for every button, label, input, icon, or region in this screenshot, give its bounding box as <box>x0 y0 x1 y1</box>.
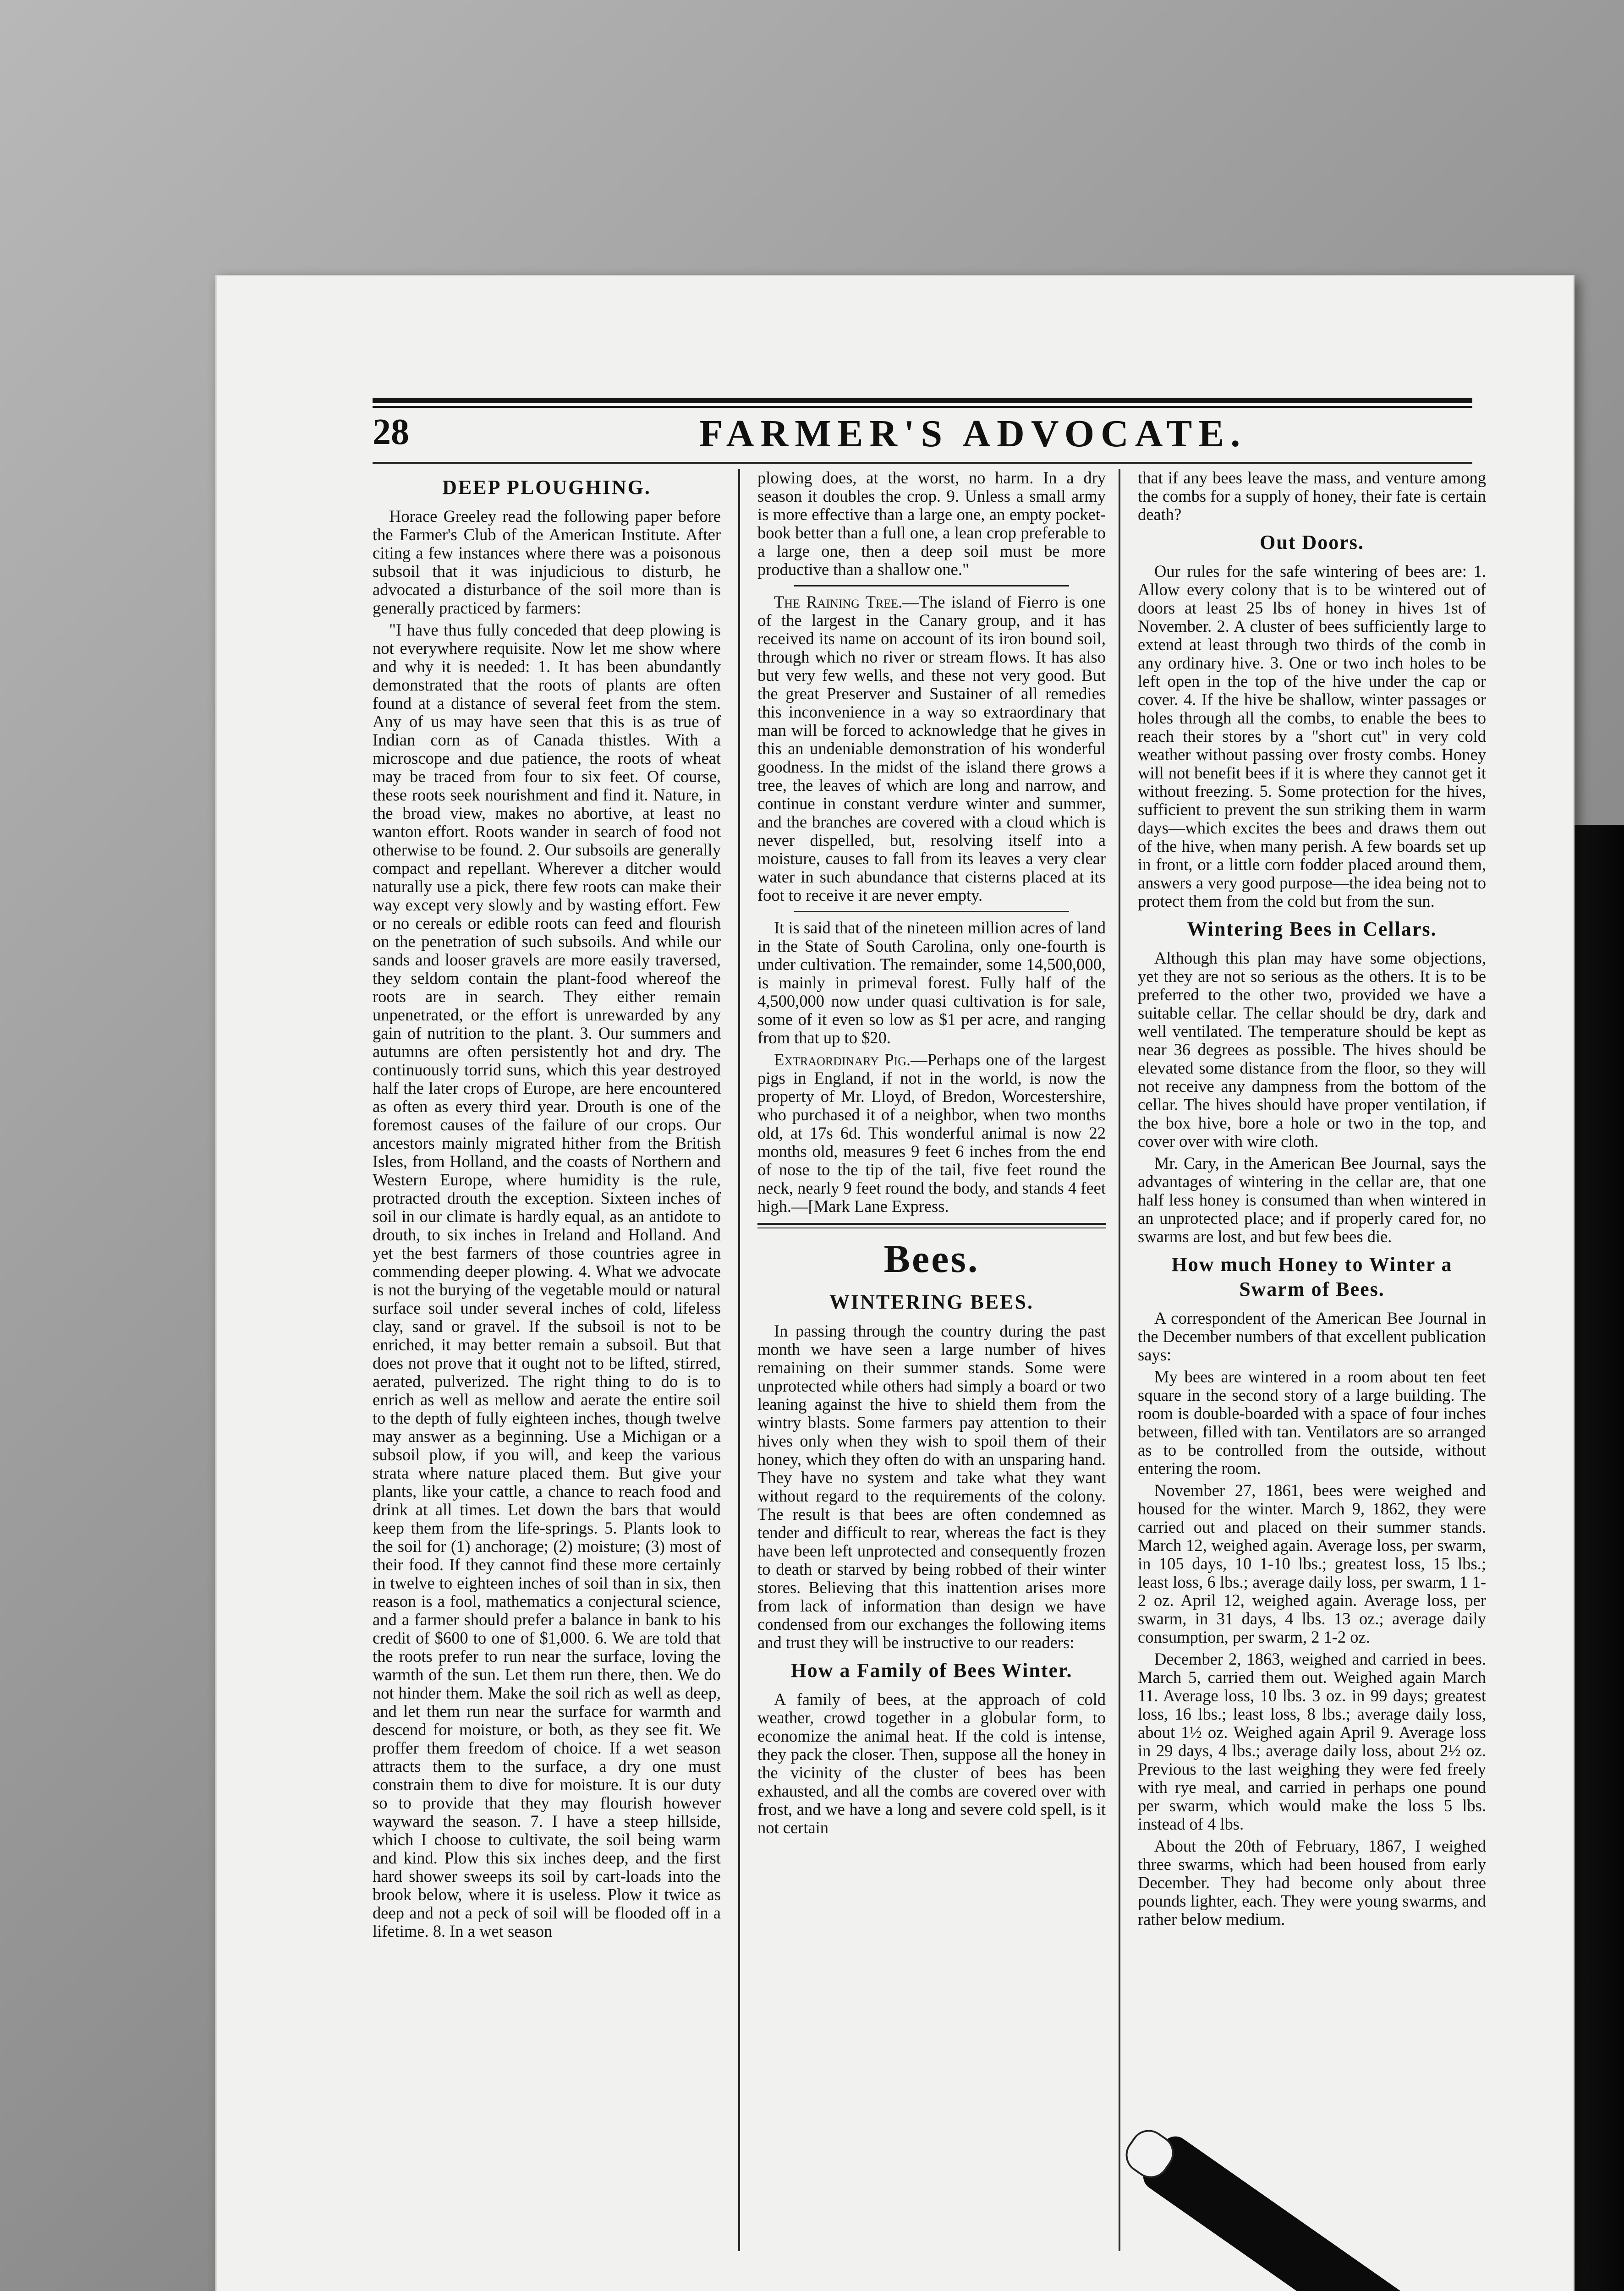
masthead-rule <box>373 398 1472 403</box>
page-number: 28 <box>373 412 409 452</box>
article-column-3 <box>1138 469 1486 2251</box>
article-text: —Perhaps one of the largest pigs in England, if not in the world, is now the property of Mr. Lloyd, of Bredon, Worcestershire, who purchased it of a neighbor, when two months old, at 17s 6d. This wonderful animal is now 22 months old, measures 9 feet 6 inches from the end of nose to the tip of the tail, five feet round the neck, nearly 9 feet round the body, and stands 4 feet high.—[Mark Lane Express. <box>757 1050 1106 1216</box>
article-column-2 <box>757 469 1106 2251</box>
article-paragraph: A correspondent of the American Bee Journal in the December numbers of that excellent publication says: <box>1138 1309 1486 1364</box>
column-rule <box>738 469 740 2251</box>
article-paragraph: It is said that of the nineteen million acres of land in the State of South Carolina, only one-fourth is under cultivation. The remainder, some 14,500,000, is mainly in primeval forest. Fully half of the 4,500,000 now under quasi cultivation is for sale, some of it even so low as $1 per acre, and ranging from that up to $20. <box>757 918 1106 1047</box>
column-rule <box>1119 469 1120 2251</box>
article-paragraph: Although this plan may have some objections, yet they are not so serious as the others. It is to be preferred to the other two, provided we have a suitable cellar. The cellar should be dry, dark and well ventilated. The temperature should be kept as near 36 degrees as possible. The hives should be elevated some distance from the floor, so they will not receive any dampness from the bottom of the cellar. The hives should have proper ventilation, if the box hive, bore a hole or two in the top, and cover over with wire cloth. <box>1138 948 1486 1151</box>
article-heading-out-doors: Out Doors. <box>1260 531 1364 554</box>
article-paragraph: Horace Greeley read the following paper before the Farmer's Club of the American Institute. After citing a few instances where there was a poisonous subsoil that it was injudicious to disturb, he advocated a disturbance of the soil more than is generally practiced by farmers: <box>373 507 721 617</box>
article-paragraph: In passing through the country during the past month we have seen a large number of hives remaining on their summer stands. Some were unprotected while others had simply a board or two leaning against the hive to shield them from the wintry blasts. Some farmers pay attention to their hives only when they wish to spoil them of their honey, which they often do with an unsparing hand. They have no system and take what they want without regard to the requirements of the colony. The result is that bees are often condemned as tender and difficult to rear, whereas the fact is they have been left unprotected and consequently frozen to death or starved by being robbed of their winter stores. Believing that this inattention arises more from lack of information than design we have condensed from our exchanges the following items and trust they will be instructive to our readers: <box>757 1321 1106 1652</box>
article-paragraph: Mr. Cary, in the American Bee Journal, says the advantages of wintering in the cellar are, that one half less honey is consumed than when wintered in an unprotected place; and if properly cared for, no swarms are lost, and but few bees die. <box>1138 1154 1486 1246</box>
masthead-rule-thin <box>373 406 1472 408</box>
article-heading-wintering-bees: WINTERING BEES. <box>829 1291 1034 1313</box>
article-paragraph: About the 20th of February, 1867, I weighed three swarms, which had been housed from early December. They had become only about three pounds lighter, each. They were young swarms, and rather below medium. <box>1138 1836 1486 1929</box>
article-paragraph: December 2, 1863, weighed and carried in bees. March 5, carried them out. Weighed again March 11. Average loss, 10 lbs. 3 oz. in 99 days; greatest loss, 16 lbs.; least loss, 8 lbs.; average daily loss, about 1½ oz. Weighed again April 9. Average loss in 29 days, 4 lbs.; average daily loss, about 2½ oz. Previous to the last weighing they were fed freely with rye meal, and carried in perhaps one pound per swarm, which would make the loss 5 lbs. instead of 4 lbs. <box>1138 1650 1486 1833</box>
article-lead: Extraordinary Pig. <box>774 1050 911 1069</box>
article-paragraph: My bees are wintered in a room about ten feet square in the second story of a large building. The room is double-boarded with a space of four inches between, filled with tan. Ventilators are so arranged as to be controlled from the outside, without entering the room. <box>1138 1367 1486 1478</box>
article-paragraph-raining-tree <box>757 593 1106 904</box>
article-heading-family-of-bees: How a Family of Bees Winter. <box>790 1659 1073 1682</box>
article-paragraph: plowing does, at the worst, no harm. In a dry season it doubles the crop. 9. Unless a small army is more effective than a large one, an empty pocket-book better than a full one, a lean crop preferable to a large one, then a deep soil must be more productive than a shallow one." <box>757 469 1106 579</box>
article-paragraph-pig <box>757 1051 1106 1216</box>
article-heading-cellars: Wintering Bees in Cellars. <box>1187 918 1437 940</box>
article-heading-honey-per-swarm: How much Honey to Winter a Swarm of Bees. <box>1171 1253 1453 1300</box>
masthead-title: FARMER'S ADVOCATE. <box>699 412 1247 455</box>
section-divider <box>794 911 1069 912</box>
article-paragraph: November 27, 1861, bees were weighed and housed for the winter. March 9, 1862, they were carried out and placed on their summer stands. March 12, weighed again. Average loss, per swarm, in 105 days, 10 1-10 lbs.; greatest loss, 15 lbs.; least loss, 6 lbs.; average daily loss, per swarm, 1 1-2 oz. April 12, weighed again. Average loss, per swarm, in 31 days, 4 lbs. 13 oz.; average daily consumption, per swarm, 2 1-2 oz. <box>1138 1481 1486 1646</box>
article-paragraph: A family of bees, at the approach of cold weather, crowd together in a globular form, to economize the animal heat. If the cold is intense, they pack the closer. Then, suppose all the honey in the vicinity of the cluster of bees has been exhausted, and all the combs are covered over with frost, and we have a long and severe cold spell, is it not certain <box>757 1690 1106 1837</box>
article-text: —The island of Fierro is one of the largest in the Canary group, and it has received its name on account of its iron bound soil, through which no river or stream flows. It has also but very few wells, and these not very good. But the great Preserver and Sustainer of all remedies this inconvenience in a way so extraordinary that man will be forced to acknowledge that he gives in this an undeniable demonstration of his wonderful goodness. In the midst of the island there grows a tree, the leaves of which are long and narrow, and continue in constant verdure winter and summer, and the branches are covered with a cloud which is never dispelled, but, resolving itself into a moisture, causes to fall from its leaves a very clear water in such abundance that cisterns placed at its foot to receive it are never empty. <box>757 592 1106 904</box>
article-paragraph: "I have thus fully conceded that deep plowing is not everywhere requisite. Now let me show where and why it is needed: 1. It has been abundantly demonstrated that the roots of plants are often found at a distance of several feet from the stem. Any of us may have seen that this is as true of Indian corn as of Canada thistles. With a microscope and due patience, the roots of wheat may be traced from four to six feet. Of course, these roots seek nourishment and find it. Nature, in the broad view, makes no abortive, at least no wanton effort. Roots wander in search of food not otherwise to be found. 2. Our subsoils are generally compact and repellant. Wherever a ditcher would naturally use a pick, there few roots can make their way except very slowly and by wasting effort. Few or no cereals or edible roots can feed and flourish on the penetration of such subsoils. And while our sands and looser gravels are more easily traversed, they seldom contain the plant-food whereof the roots are in search. They either remain unpenetrated, or the effort is unrewarded by any gain of nutrition to the plant. 3. Our summers and autumns are often persistently hot and dry. The continuously torrid suns, which this year destroyed half the later crops of Europe, are here encountered as often as every third year. Drouth is one of the foremost causes of the failure of our crops. Our ancestors mainly migrated hither from the British Isles, from Holland, and the coasts of Northern and Western Europe, where humidity is the rule, protracted drouth the exception. Sixteen inches of soil in our climate is hardly equal, as an antidote to drouth, to six inches in Ireland and Holland. And yet the best farmers of those countries agree in commending deeper plowing. 4. What we advocate is not the burying of the vegetable mould or natural surface soil under several inches of cold, lifeless clay, sand or gravel. If the subsoil is not to be enriched, it may better remain a subsoil. But that does not prove that it ought not to be lifted, stirred, aerated, pulverized. The right thing to do is to enrich as well as mellow and aerate the entire soil to the depth of fully eighteen inches, though twelve may answer as a beginning. Use a Michigan or a subsoil plow, if you will, and keep the various strata where nature placed them. But give your plants, like your cattle, a chance to reach food and drink at all times. Let down the bars that would keep them from the life-springs. 5. Plants look to the soil for (1) anchorage; (2) moisture; (3) most of their food. If they cannot find these more certainly in twelve to eighteen inches of soil than in six, then reason is a fool, mathematics a conjectural science, and a farmer should prefer a balance in bank to his credit of $600 to one of $1,000. 6. We are told that the roots prefer to run near the surface, loving the warmth of the sun. Let them run there, then. We do not hinder them. Make the soil rich as well as deep, and let them run near the surface for warmth and descend for moisture, or both, as they see fit. We proffer them freedom of choice. If a wet season attracts them to the surface, a dry one must constrain them to dive for moisture. It is our duty so to provide that they may flourish however wayward the season. 7. I have a steep hillside, which I choose to cultivate, the soil being warm and kind. Plow this six inches deep, and the first hard shower sweeps its soil by cart-loads into the brook below, where it is useless. Plow it twice as deep and not a peck of soil will be flooded off in a lifetime. 8. In a wet season <box>373 620 721 1940</box>
article-paragraph: that if any bees leave the mass, and venture among the combs for a supply of honey, their fate is certain death? <box>1138 469 1486 524</box>
section-divider <box>794 585 1069 586</box>
masthead-underline <box>373 462 1472 464</box>
article-paragraph: Our rules for the safe wintering of bees are: 1. Allow every colony that is to be wintered out of doors at least 25 lbs of honey in hives 1st of November. 2. A cluster of bees sufficiently large to extend at least through two thirds of the comb in any ordinary hive. 3. One or two inch holes to be left open in the top of the hive under the cap or cover. 4. If the hive be shallow, winter passages or holes through all the combs, to enable the bees to reach their stores by a "short cut" in very cold weather without passing over frosty combs. Honey will not benefit bees if it is where they cannot get it without freezing. 5. Some protection for the hives, sufficient to prevent the sun striking them in warm days—which excites the bees and draws them out of the hive, when many perish. A few boards set up in front, or a little corn fodder placed around them, answers a very good purpose—the idea being not to protect them from the cold but from the sun. <box>1138 562 1486 910</box>
section-rule <box>757 1223 1106 1228</box>
newspaper-page <box>215 275 1575 2291</box>
article-heading-deep-ploughing: DEEP PLOUGHING. <box>442 476 651 499</box>
article-lead: The Raining Tree. <box>774 592 903 611</box>
article-column-1 <box>373 469 721 2251</box>
section-title-bees: Bees. <box>883 1237 980 1281</box>
